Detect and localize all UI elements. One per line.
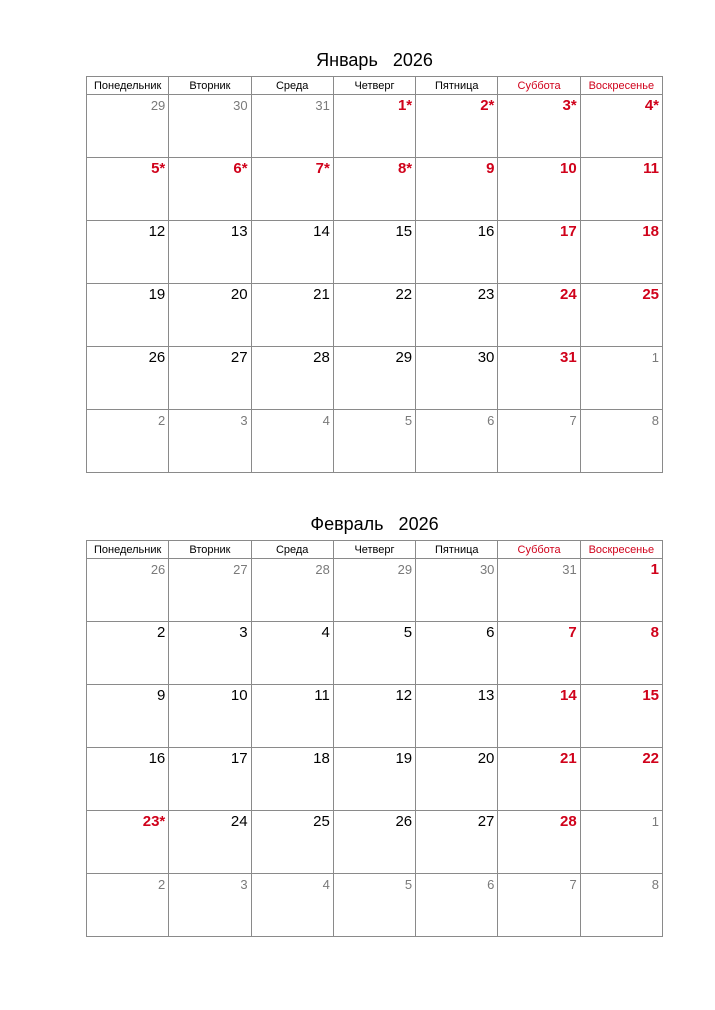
day-cell bbox=[87, 221, 169, 284]
weekday-header-row bbox=[87, 541, 663, 559]
day-cell bbox=[251, 622, 333, 685]
day-number: 13 bbox=[477, 687, 495, 704]
weekday-header: Вторник bbox=[169, 77, 251, 95]
day-cell bbox=[333, 559, 415, 622]
day-number: 1 bbox=[651, 350, 659, 365]
day-number: 7* bbox=[315, 160, 330, 177]
week-row bbox=[87, 158, 663, 221]
day-cell bbox=[580, 559, 662, 622]
weekday-header: Воскресенье bbox=[580, 541, 662, 559]
day-cell bbox=[498, 622, 580, 685]
day-cell bbox=[87, 559, 169, 622]
day-number: 2 bbox=[158, 877, 166, 892]
day-cell bbox=[498, 559, 580, 622]
weekday-header: Вторник bbox=[169, 541, 251, 559]
day-number: 15 bbox=[395, 223, 413, 240]
day-cell bbox=[498, 158, 580, 221]
weekday-header: Четверг bbox=[333, 541, 415, 559]
day-number: 24 bbox=[230, 813, 248, 830]
day-cell bbox=[333, 95, 415, 158]
day-number: 2 bbox=[158, 413, 166, 428]
day-cell bbox=[580, 410, 662, 473]
weekday-header: Суббота bbox=[498, 541, 580, 559]
day-number: 2 bbox=[156, 624, 166, 641]
day-number: 8 bbox=[651, 413, 659, 428]
day-number: 21 bbox=[313, 286, 330, 303]
day-cell bbox=[251, 559, 333, 622]
month-title: Январь 2026 bbox=[316, 50, 433, 70]
day-number: 25 bbox=[313, 813, 330, 830]
day-number: 11 bbox=[643, 160, 659, 177]
day-cell bbox=[416, 284, 498, 347]
day-cell bbox=[416, 811, 498, 874]
day-number: 26 bbox=[395, 813, 413, 830]
day-cell bbox=[251, 811, 333, 874]
day-number: 12 bbox=[395, 687, 413, 704]
day-number: 3 bbox=[239, 624, 248, 641]
day-number: 20 bbox=[477, 750, 495, 767]
day-number: 27 bbox=[230, 349, 248, 366]
day-number: 9 bbox=[486, 160, 495, 177]
day-cell bbox=[333, 410, 415, 473]
day-cell bbox=[498, 347, 580, 410]
week-row bbox=[87, 284, 663, 347]
weekday-header: Пятница bbox=[416, 77, 498, 95]
weekday-header: Среда bbox=[251, 77, 333, 95]
day-number: 31 bbox=[562, 562, 577, 577]
day-cell bbox=[498, 221, 580, 284]
day-cell bbox=[169, 158, 251, 221]
day-cell bbox=[580, 748, 662, 811]
day-number: 6 bbox=[487, 877, 495, 892]
weekday-header: Среда bbox=[251, 541, 333, 559]
day-number: 3* bbox=[562, 97, 577, 114]
week-row bbox=[87, 874, 663, 937]
day-number: 1 bbox=[651, 814, 659, 829]
day-number: 1 bbox=[650, 561, 659, 578]
day-number: 22 bbox=[395, 286, 413, 303]
day-number: 28 bbox=[313, 349, 330, 366]
calendar-body bbox=[87, 95, 663, 473]
day-cell bbox=[87, 622, 169, 685]
day-number: 14 bbox=[560, 687, 577, 704]
weekday-header: Четверг bbox=[333, 77, 415, 95]
day-cell bbox=[580, 622, 662, 685]
calendar-grid bbox=[86, 76, 663, 473]
day-number: 8 bbox=[650, 624, 659, 641]
day-number: 6 bbox=[487, 413, 495, 428]
day-number: 21 bbox=[560, 750, 577, 767]
day-cell bbox=[498, 811, 580, 874]
day-cell bbox=[169, 559, 251, 622]
day-cell bbox=[169, 811, 251, 874]
day-number: 27 bbox=[477, 813, 495, 830]
day-cell bbox=[580, 347, 662, 410]
month-january bbox=[86, 44, 663, 473]
day-number: 13 bbox=[230, 223, 248, 240]
day-cell bbox=[416, 622, 498, 685]
day-cell bbox=[416, 410, 498, 473]
calendar-body bbox=[87, 559, 663, 937]
day-cell bbox=[580, 221, 662, 284]
day-cell bbox=[251, 748, 333, 811]
day-cell bbox=[169, 410, 251, 473]
day-cell bbox=[416, 559, 498, 622]
day-cell bbox=[580, 685, 662, 748]
day-cell bbox=[169, 685, 251, 748]
day-cell bbox=[333, 685, 415, 748]
day-cell bbox=[333, 748, 415, 811]
day-cell bbox=[251, 874, 333, 937]
day-cell bbox=[169, 221, 251, 284]
week-row bbox=[87, 410, 663, 473]
day-cell bbox=[169, 284, 251, 347]
day-number: 11 bbox=[314, 687, 330, 704]
day-cell bbox=[251, 221, 333, 284]
day-cell bbox=[580, 284, 662, 347]
week-row bbox=[87, 347, 663, 410]
day-number: 4* bbox=[644, 97, 659, 114]
day-cell bbox=[251, 95, 333, 158]
calendar-grid bbox=[86, 540, 663, 937]
day-number: 26 bbox=[148, 349, 166, 366]
day-number: 3 bbox=[240, 413, 248, 428]
day-cell bbox=[87, 874, 169, 937]
day-cell bbox=[498, 284, 580, 347]
month-title: Февраль 2026 bbox=[310, 514, 439, 534]
day-number: 4 bbox=[322, 877, 330, 892]
day-cell bbox=[416, 158, 498, 221]
week-row bbox=[87, 811, 663, 874]
day-number: 23 bbox=[477, 286, 495, 303]
day-number: 2* bbox=[480, 97, 495, 114]
day-cell bbox=[87, 685, 169, 748]
day-cell bbox=[416, 221, 498, 284]
day-cell bbox=[87, 811, 169, 874]
day-cell bbox=[580, 158, 662, 221]
day-number: 6* bbox=[233, 160, 248, 177]
day-cell bbox=[333, 622, 415, 685]
week-row bbox=[87, 622, 663, 685]
day-number: 5 bbox=[404, 413, 413, 428]
day-cell bbox=[251, 158, 333, 221]
day-number: 31 bbox=[315, 98, 330, 113]
day-number: 3 bbox=[240, 877, 248, 892]
day-cell bbox=[416, 685, 498, 748]
day-number: 22 bbox=[642, 750, 659, 767]
day-cell bbox=[333, 158, 415, 221]
day-number: 23* bbox=[142, 813, 166, 830]
day-number: 30 bbox=[477, 349, 495, 366]
day-number: 26 bbox=[150, 562, 166, 577]
weekday-header: Пятница bbox=[416, 541, 498, 559]
day-number: 18 bbox=[313, 750, 330, 767]
day-cell bbox=[87, 158, 169, 221]
day-cell bbox=[169, 95, 251, 158]
day-number: 25 bbox=[642, 286, 659, 303]
week-row bbox=[87, 748, 663, 811]
day-cell bbox=[251, 284, 333, 347]
day-number: 5 bbox=[403, 624, 413, 641]
day-cell bbox=[580, 874, 662, 937]
week-row bbox=[87, 559, 663, 622]
day-cell bbox=[87, 347, 169, 410]
day-number: 30 bbox=[233, 98, 248, 113]
week-row bbox=[87, 221, 663, 284]
day-cell bbox=[169, 874, 251, 937]
day-cell bbox=[580, 95, 662, 158]
day-number: 31 bbox=[560, 349, 577, 366]
day-cell bbox=[498, 95, 580, 158]
day-cell bbox=[333, 874, 415, 937]
day-number: 30 bbox=[479, 562, 495, 577]
day-number: 16 bbox=[477, 223, 495, 240]
day-cell bbox=[251, 410, 333, 473]
week-row bbox=[87, 685, 663, 748]
day-number: 5* bbox=[151, 160, 166, 177]
day-number: 29 bbox=[150, 98, 166, 113]
day-cell bbox=[498, 874, 580, 937]
day-cell bbox=[87, 748, 169, 811]
day-number: 17 bbox=[230, 750, 248, 767]
week-row bbox=[87, 95, 663, 158]
weekday-header: Воскресенье bbox=[580, 77, 662, 95]
day-number: 19 bbox=[148, 286, 166, 303]
day-number: 8* bbox=[397, 160, 413, 177]
day-cell bbox=[498, 748, 580, 811]
day-cell bbox=[416, 347, 498, 410]
day-number: 27 bbox=[233, 562, 248, 577]
day-cell bbox=[87, 410, 169, 473]
day-number: 6 bbox=[486, 624, 495, 641]
day-number: 7 bbox=[569, 413, 577, 428]
day-number: 16 bbox=[148, 750, 166, 767]
day-cell bbox=[416, 874, 498, 937]
weekday-header-row bbox=[87, 77, 663, 95]
day-number: 7 bbox=[569, 877, 577, 892]
day-number: 17 bbox=[560, 223, 577, 240]
day-number: 29 bbox=[397, 562, 413, 577]
day-number: 19 bbox=[395, 750, 413, 767]
day-cell bbox=[333, 811, 415, 874]
day-number: 8 bbox=[651, 877, 659, 892]
day-number: 20 bbox=[230, 286, 248, 303]
weekday-header: Суббота bbox=[498, 77, 580, 95]
day-cell bbox=[498, 410, 580, 473]
day-number: 9 bbox=[156, 687, 166, 704]
day-cell bbox=[333, 284, 415, 347]
day-number: 4 bbox=[322, 413, 330, 428]
day-cell bbox=[251, 685, 333, 748]
month-february bbox=[86, 508, 663, 937]
day-number: 12 bbox=[148, 223, 166, 240]
day-number: 29 bbox=[395, 349, 413, 366]
day-number: 18 bbox=[642, 223, 659, 240]
weekday-header: Понедельник bbox=[87, 541, 169, 559]
day-cell bbox=[169, 622, 251, 685]
day-number: 15 bbox=[642, 687, 659, 704]
day-cell bbox=[169, 347, 251, 410]
day-number: 5 bbox=[404, 877, 413, 892]
day-cell bbox=[169, 748, 251, 811]
day-cell bbox=[251, 347, 333, 410]
day-cell bbox=[416, 748, 498, 811]
day-number: 4 bbox=[321, 624, 330, 641]
day-cell bbox=[333, 221, 415, 284]
day-number: 10 bbox=[560, 160, 577, 177]
day-number: 28 bbox=[560, 813, 577, 830]
day-number: 24 bbox=[560, 286, 577, 303]
day-cell bbox=[498, 685, 580, 748]
day-cell bbox=[416, 95, 498, 158]
day-cell bbox=[87, 95, 169, 158]
day-cell bbox=[87, 284, 169, 347]
day-number: 14 bbox=[313, 223, 330, 240]
day-number: 1* bbox=[397, 97, 413, 114]
day-number: 28 bbox=[315, 562, 330, 577]
day-number: 7 bbox=[568, 624, 577, 641]
weekday-header: Понедельник bbox=[87, 77, 169, 95]
day-cell bbox=[333, 347, 415, 410]
day-number: 10 bbox=[230, 687, 248, 704]
day-cell bbox=[580, 811, 662, 874]
